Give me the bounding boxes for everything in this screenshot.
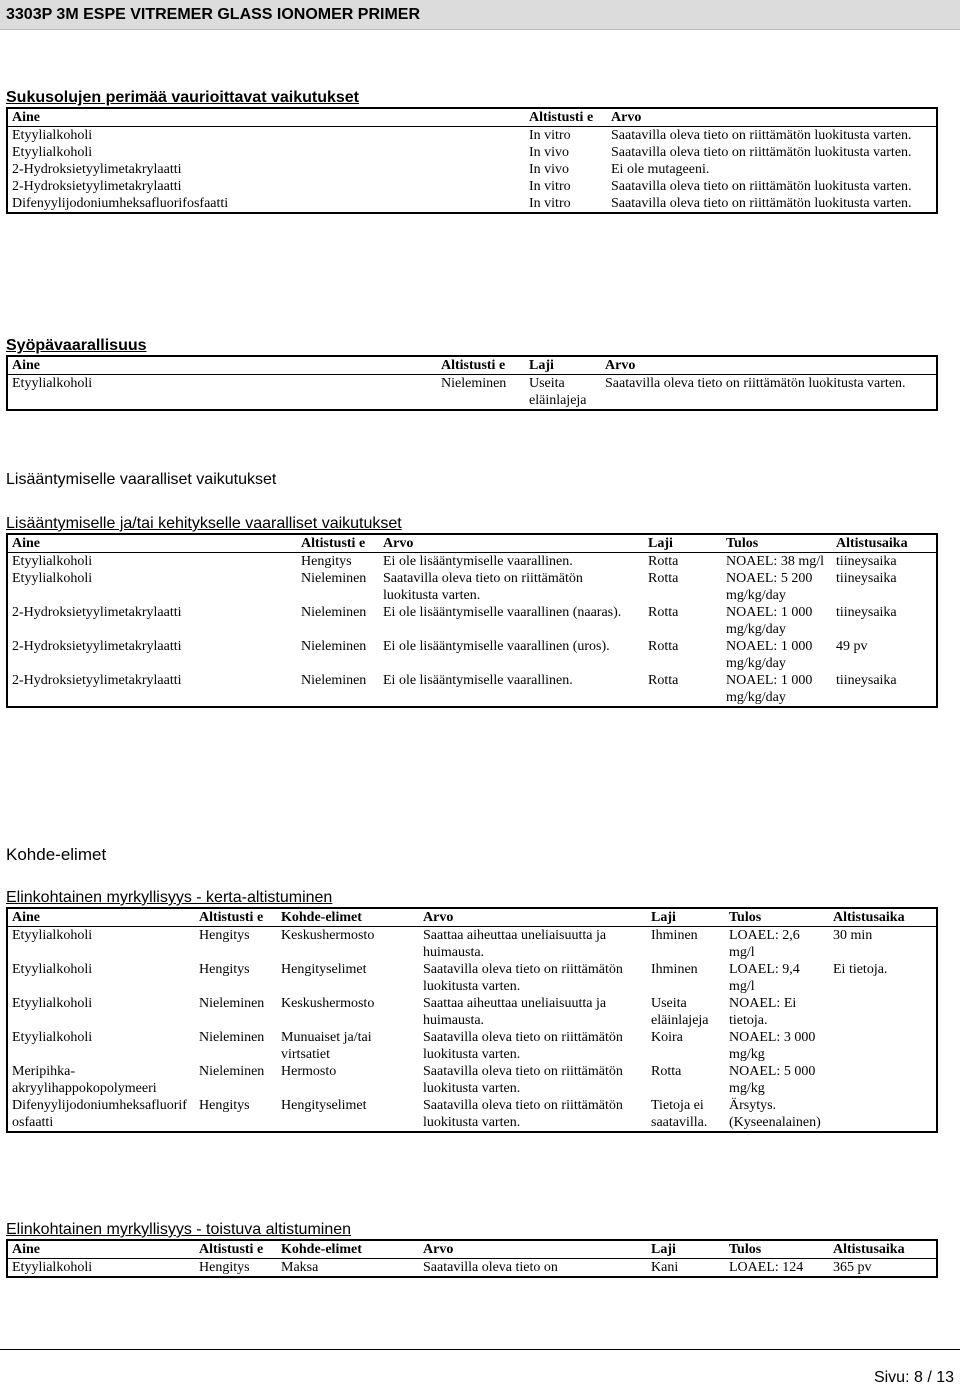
column-header: Kohde-elimet [277, 908, 419, 927]
table-cell: Nieleminen [199, 1030, 265, 1045]
table-cell: NOAEL: 5 000 mg/kg [729, 1064, 816, 1096]
column-header: Aine [7, 356, 437, 375]
table-row [7, 375, 937, 411]
column-header: Aine [7, 108, 525, 127]
table-row [7, 672, 937, 707]
table-cell: Etyylialkoholi [12, 128, 93, 143]
table-cell: Ei ole mutageeni. [611, 162, 710, 177]
table-cell: Etyylialkoholi [12, 376, 93, 391]
table-cell: Nieleminen [301, 571, 367, 586]
table-cell [829, 1097, 937, 1132]
table-cell: In vitro [529, 179, 571, 194]
table-cell: Rotta [648, 571, 679, 586]
table-cell: Etyylialkoholi [12, 571, 93, 586]
table-row [7, 927, 937, 962]
table-cell: Hermosto [281, 1064, 337, 1079]
table-cell: Saatavilla oleva tieto on [423, 1260, 558, 1275]
table-cell: Useita eläinlajeja [529, 376, 587, 408]
column-header: Altistusti e [297, 534, 379, 553]
table-cell: Saatavilla oleva tieto on riittämätön luokitusta varten. [383, 571, 583, 603]
column-header: Altistusti e [525, 108, 607, 127]
table-cell: Saattaa aiheuttaa uneliaisuutta ja huimausta. [423, 928, 607, 960]
table-cell: Ei ole lisääntymiselle vaarallinen. [383, 673, 573, 688]
table-cell: Etyylialkoholi [12, 554, 93, 569]
section-title-repeated-exposure: Elinkohtainen myrkyllisyys - toistuva altistuminen [6, 1221, 352, 1238]
table-cell: 2-Hydroksietyylimetakrylaatti [12, 179, 182, 194]
table-cell: Saatavilla oleva tieto on riittämätön luokitusta varten. [423, 1030, 623, 1062]
column-header: Laji [525, 356, 601, 375]
table-row [7, 570, 937, 604]
table-row [7, 961, 937, 995]
section-title-target-organs: Kohde-elimet [6, 845, 107, 864]
genotoxicity-table [6, 107, 938, 214]
table-cell: tiineysaika [836, 554, 897, 569]
table-cell: Hengitys [301, 554, 352, 569]
table-cell: LOAEL: 124 [729, 1260, 804, 1275]
table-cell: Saatavilla oleva tieto on riittämätön luokitusta varten. [605, 376, 906, 391]
table-header-row [7, 908, 937, 927]
table-cell: LOAEL: 9,4 mg/l [729, 962, 800, 994]
table-cell: Ei ole lisääntymiselle vaarallinen (uros). [383, 639, 610, 654]
column-header: Altistusti e [437, 356, 525, 375]
table-cell: 2-Hydroksietyylimetakrylaatti [12, 673, 182, 688]
page-number: Sivu: 8 / 13 [873, 1369, 954, 1386]
column-header: Aine [7, 908, 195, 927]
table-cell: Etyylialkoholi [12, 1260, 93, 1275]
column-header: Arvo [419, 1240, 647, 1259]
table-cell: Nieleminen [441, 376, 507, 391]
table-cell: Nieleminen [301, 605, 367, 620]
table-cell: 2-Hydroksietyylimetakrylaatti [12, 605, 182, 620]
table-cell: Saatavilla oleva tieto on riittämätön luokitusta varten. [611, 128, 912, 143]
table-cell: Saatavilla oleva tieto on riittämätön luokitusta varten. [423, 1098, 623, 1130]
carcinogenicity-table [6, 355, 938, 411]
section-title-single-exposure: Elinkohtainen myrkyllisyys - kerta-altistuminen [6, 889, 333, 906]
table-cell: Useita eläinlajeja [651, 996, 709, 1028]
table-cell: Ei ole lisääntymiselle vaarallinen (naaras). [383, 605, 622, 620]
document-title: 3303P 3M ESPE VITREMER GLASS IONOMER PRIMER [6, 6, 421, 23]
table-cell [829, 1029, 937, 1063]
table-cell: Rotta [648, 554, 679, 569]
table-cell: Hengitys [199, 962, 250, 977]
table-cell: tiineysaika [836, 571, 897, 586]
footer-divider [0, 1349, 960, 1350]
table-cell: Ei ole lisääntymiselle vaarallinen. [383, 554, 573, 569]
table-cell: NOAEL: 5 200 mg/kg/day [726, 571, 813, 603]
section-title-reproductive: Lisääntymiselle vaaralliset vaikutukset [6, 471, 277, 488]
table-cell: Hengityselimet [281, 1098, 367, 1113]
column-header: Altistusti e [195, 908, 277, 927]
column-header: Arvo [607, 108, 937, 127]
table-cell: Munuaiset ja/tai virtsatiet [281, 1030, 372, 1062]
column-header: Altistusti e [195, 1240, 277, 1259]
table-cell: 49 pv [836, 639, 868, 654]
table-cell: Hengitys [199, 928, 250, 943]
table-row [7, 144, 937, 161]
column-header: Tulos [725, 1240, 829, 1259]
table-cell: NOAEL: 1 000 mg/kg/day [726, 605, 813, 637]
table-cell: In vitro [529, 196, 571, 211]
table-cell: Etyylialkoholi [12, 996, 93, 1011]
column-header: Aine [7, 534, 297, 553]
table-cell: Hengityselimet [281, 962, 367, 977]
table-header-row [7, 108, 937, 127]
table-cell: Difenyylijodoniumheksafluorifosfaatti [12, 196, 229, 211]
table-cell: Saatavilla oleva tieto on riittämätön luokitusta varten. [423, 1064, 623, 1096]
column-header: Tulos [722, 534, 832, 553]
table-row [7, 995, 937, 1029]
table-cell: In vivo [529, 162, 570, 177]
table-cell: Nieleminen [199, 1064, 265, 1079]
table-row [7, 1097, 937, 1132]
column-header: Laji [647, 908, 725, 927]
table-cell: Saatavilla oleva tieto on riittämätön luokitusta varten. [611, 196, 912, 211]
table-cell: Nieleminen [301, 639, 367, 654]
table-cell: Etyylialkoholi [12, 928, 93, 943]
table-cell: Saatavilla oleva tieto on riittämätön luokitusta varten. [423, 962, 623, 994]
table-cell: NOAEL: 3 000 mg/kg [729, 1030, 816, 1062]
table-cell: Ei tietoja. [833, 962, 888, 977]
column-header: Laji [647, 1240, 725, 1259]
table-cell: Saatavilla oleva tieto on riittämätön luokitusta varten. [611, 145, 912, 160]
table-cell: NOAEL: 1 000 mg/kg/day [726, 673, 813, 705]
column-header: Arvo [601, 356, 937, 375]
table-cell: Kani [651, 1260, 679, 1275]
table-cell [829, 995, 937, 1029]
table-cell: Saattaa aiheuttaa uneliaisuutta ja huimausta. [423, 996, 607, 1028]
table-cell: Etyylialkoholi [12, 1030, 93, 1045]
table-header-row [7, 534, 937, 553]
table-row [7, 127, 937, 145]
table-cell: In vitro [529, 128, 571, 143]
table-cell: Ihminen [651, 928, 698, 943]
table-row [7, 195, 937, 213]
table-cell: Rotta [648, 605, 679, 620]
table-row [7, 161, 937, 178]
column-header: Laji [644, 534, 722, 553]
table-row [7, 178, 937, 195]
table-cell: Ärsytys. (Kyseenalainen) [729, 1098, 821, 1130]
table-cell: Keskushermosto [281, 996, 375, 1011]
column-header: Altistusaika [832, 534, 937, 553]
table-header-row [7, 1240, 937, 1259]
table-cell: Difenyylijodoniumheksafluorifosfaatti [12, 1098, 187, 1130]
column-header: Arvo [419, 908, 647, 927]
table-cell: Saatavilla oleva tieto on riittämätön luokitusta varten. [611, 179, 912, 194]
table-row [7, 638, 937, 672]
table-header-row [7, 356, 937, 375]
table-cell: 2-Hydroksietyylimetakrylaatti [12, 162, 182, 177]
reproductive-table [6, 533, 938, 708]
single-exposure-table [6, 907, 938, 1133]
table-cell: Hengitys [199, 1098, 250, 1113]
table-row [7, 604, 937, 638]
table-cell: LOAEL: 2,6 mg/l [729, 928, 800, 960]
table-row [7, 1259, 937, 1278]
column-header: Aine [7, 1240, 195, 1259]
table-cell: Nieleminen [301, 673, 367, 688]
table-cell: NOAEL: 38 mg/l [726, 554, 824, 569]
section-title-reproductive-developmental: Lisääntymiselle ja/tai kehitykselle vaaralliset vaikutukset [6, 515, 402, 532]
table-row [7, 1029, 937, 1063]
column-header: Altistusaika [829, 1240, 937, 1259]
column-header: Altistusaika [829, 908, 937, 927]
table-cell: Ihminen [651, 962, 698, 977]
table-cell: Keskushermosto [281, 928, 375, 943]
table-cell: NOAEL: 1 000 mg/kg/day [726, 639, 813, 671]
column-header: Tulos [725, 908, 829, 927]
table-cell: Tietoja ei saatavilla. [651, 1098, 708, 1130]
table-cell: Etyylialkoholi [12, 962, 93, 977]
column-header: Kohde-elimet [277, 1240, 419, 1259]
table-row [7, 1063, 937, 1097]
table-cell: Hengitys [199, 1260, 250, 1275]
table-cell [829, 1063, 937, 1097]
column-header: Arvo [379, 534, 644, 553]
repeated-exposure-table [6, 1239, 938, 1278]
table-cell: Nieleminen [199, 996, 265, 1011]
table-row [7, 553, 937, 571]
table-cell: NOAEL: Ei tietoja. [729, 996, 797, 1028]
table-cell: Etyylialkoholi [12, 145, 93, 160]
table-cell: 2-Hydroksietyylimetakrylaatti [12, 639, 182, 654]
document-header [0, 0, 960, 30]
table-cell: 365 pv [833, 1260, 872, 1275]
table-cell: Maksa [281, 1260, 319, 1275]
table-cell: Meripihka-akryylihappokopolymeeri [12, 1064, 157, 1096]
table-cell: tiineysaika [836, 673, 897, 688]
table-cell: Rotta [648, 673, 679, 688]
table-cell: Rotta [648, 639, 679, 654]
table-cell: 30 min [833, 928, 873, 943]
table-cell: Rotta [651, 1064, 682, 1079]
table-cell: tiineysaika [836, 605, 897, 620]
section-title-genotoxicity: Sukusolujen perimää vaurioittavat vaikutukset [6, 89, 360, 106]
section-title-carcinogenicity: Syöpävaarallisuus [6, 337, 147, 354]
table-cell: In vivo [529, 145, 570, 160]
table-cell: Koira [651, 1030, 683, 1045]
